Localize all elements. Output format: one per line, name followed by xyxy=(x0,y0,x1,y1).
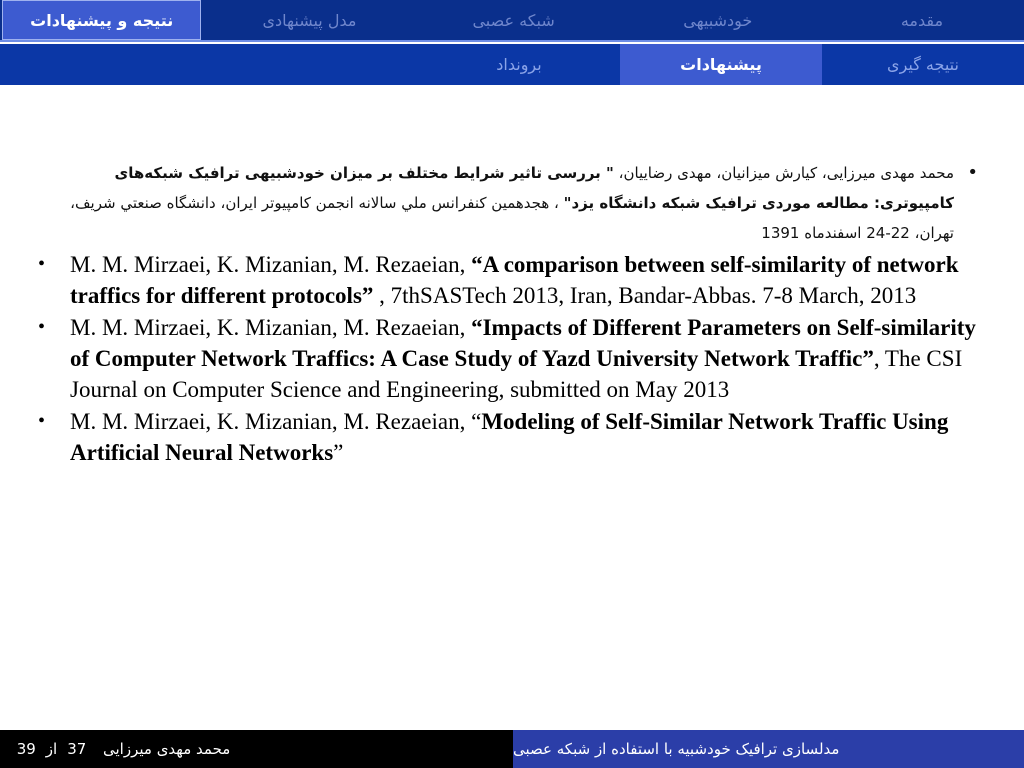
footer-author: محمد مهدی میرزایی xyxy=(103,730,513,768)
ref-authors: M. M. Mirzaei, K. Mizanian, M. Rezaeian, xyxy=(70,315,472,340)
ref-title: “Impacts of Different Parameters on Self-similarity of Computer Network Traffics: A Case Study of Yazd University Network Traffic” xyxy=(70,315,976,371)
ref-title: " بررسی تاثیر شرایط مختلف بر میزان خودشبیهی ترافیک شبکه‌های کامپیوتری: مطالعه موردی ترافیک شبکه دانشگاه یزد" xyxy=(114,164,954,212)
sub-nav xyxy=(0,44,1024,85)
subtab-output[interactable]: برونداد xyxy=(496,55,542,74)
ref-title: Modeling of Self-Similar Network Traffic Using Artificial Neural Networks xyxy=(70,409,949,465)
ref-title: “A comparison between self-similarity of network traffics for different protocols” xyxy=(70,252,959,308)
bullet-icon: • xyxy=(38,316,46,338)
tab-self-similarity[interactable]: خودشبیهی xyxy=(683,10,753,30)
page-counter xyxy=(0,730,103,768)
bullet-icon: • xyxy=(38,253,46,275)
footer-title: مدلسازی ترافیک خودشبیه با استفاده از شبکه عصبی xyxy=(513,730,1024,768)
ref-authors: محمد مهدی میرزایی، کیارش میزانیان، مهدی رضاییان، xyxy=(613,164,954,182)
ref-venue: , 7thSASTech 2013, Iran, Bandar-Abbas. 7-8 March, 2013 xyxy=(373,283,917,308)
ref-venue: , The CSI Journal on Computer Science and Engineering, submitted on May 2013 xyxy=(70,346,963,402)
page-of: از xyxy=(45,740,58,758)
page-current: 37 xyxy=(67,740,87,758)
top-nav xyxy=(0,0,1024,42)
subtab-suggestions[interactable]: پیشنهادات xyxy=(620,44,822,85)
footer xyxy=(0,730,1024,768)
slide-content xyxy=(30,158,980,468)
reference-item-fa xyxy=(30,158,980,248)
ref-authors: M. M. Mirzaei, K. Mizanian, M. Rezaeian, xyxy=(70,252,472,277)
bullet-icon: • xyxy=(38,410,46,432)
tab-neural-network[interactable]: شبکه عصبی xyxy=(472,10,555,30)
tab-intro[interactable]: مقدمه xyxy=(900,10,944,30)
reference-item xyxy=(30,312,980,405)
reference-item xyxy=(30,406,980,468)
tab-results[interactable]: نتیجه و پیشنهادات xyxy=(2,0,201,40)
reference-item xyxy=(30,249,980,311)
ref-venue: ” xyxy=(333,440,344,465)
page-total: 39 xyxy=(16,740,36,758)
tab-proposed-model[interactable]: مدل پیشنهادی xyxy=(262,10,357,30)
ref-authors: M. M. Mirzaei, K. Mizanian, M. Rezaeian, “ xyxy=(70,409,482,434)
subtab-conclusion[interactable]: نتیجه گیری xyxy=(887,55,959,74)
ref-venue: ، هجدهمین کنفرانس ملي سالانه انجمن کامپیوتر ایران، دانشگاه صنعتي شریف، تهران، 22-24 اسفندماه 1391 xyxy=(70,194,954,242)
bullet-icon: • xyxy=(967,162,978,183)
